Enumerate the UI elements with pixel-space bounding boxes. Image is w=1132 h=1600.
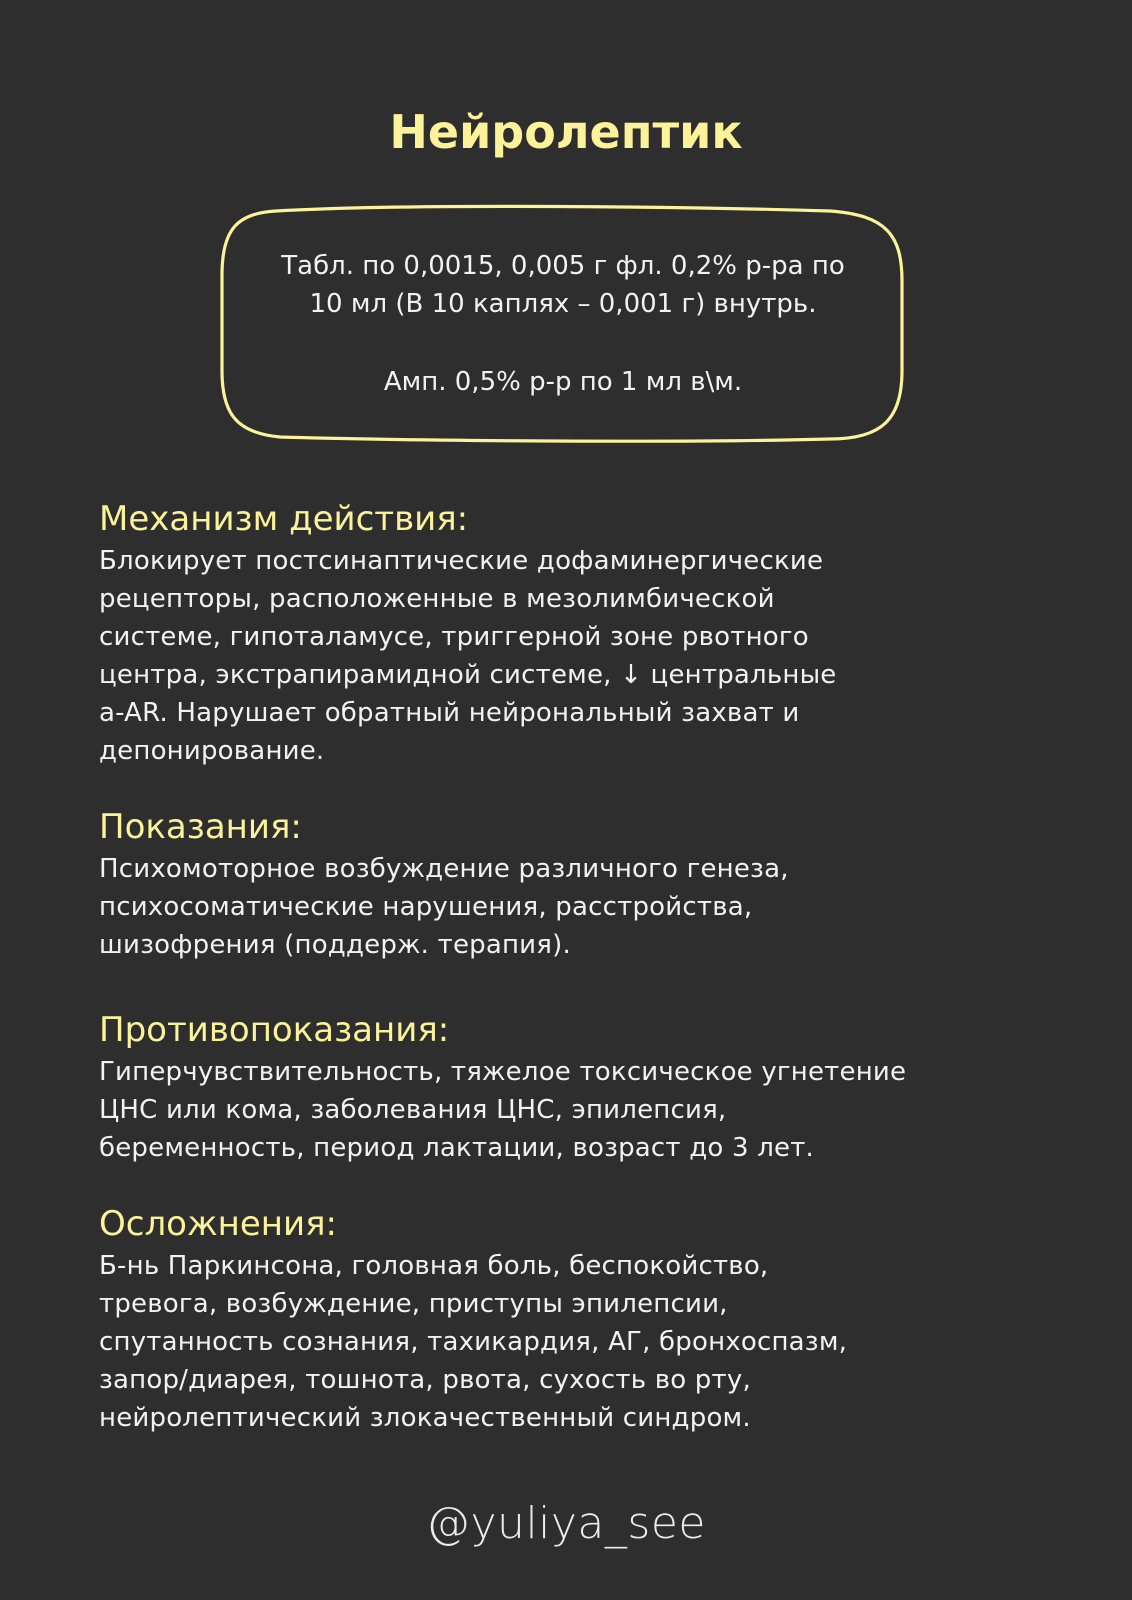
section-heading-indications: Показания:: [99, 807, 302, 847]
section-heading-contraindications: Противопоказания:: [99, 1010, 450, 1050]
hand-drawn-frame: [218, 203, 908, 444]
dosage-tablets-text: Табл. по 0,0015, 0,005 г фл. 0,2% р-ра по 10 мл (В 10 каплях – 0,001 г) внутрь.: [281, 251, 845, 319]
section-indications: [99, 804, 1059, 964]
page-title: Нейролептик: [389, 105, 743, 159]
section-text-indications: Психомоторное возбуждение различного генеза, психосоматические нарушения, расстройства, шизофрения (поддерж. терапия).: [99, 854, 789, 960]
dosage-ampoule-text: Амп. 0,5% р-р по 1 мл в\м.: [383, 367, 743, 397]
author-signature: @yuliya_see: [426, 1498, 706, 1549]
section-text-contraindications: Гиперчувствительность, тяжелое токсическое угнетение ЦНС или кома, заболевания ЦНС, эпилепсия, беременность, период лактации, возраст до 3 лет.: [99, 1057, 907, 1163]
section-heading-mechanism: Механизм действия:: [99, 499, 469, 539]
dosage-box: [218, 203, 908, 444]
section-text-complications: Б-нь Паркинсона, головная боль, беспокойство, тревога, возбуждение, приступы эпилепсии, спутанность сознания, тахикардия, АГ, бронхоспазм, запор/диарея, тошнота, рвота, сухость во рту, нейролептический злокачественный синдром.: [99, 1251, 848, 1433]
section-complications: [99, 1201, 1059, 1437]
section-contraindications: [99, 1007, 1059, 1167]
section-heading-complications: Осложнения:: [99, 1204, 337, 1244]
section-mechanism: [99, 496, 1059, 770]
section-text-mechanism: Блокирует постсинаптические дофаминергические рецепторы, расположенные в мезолимбической системе, гипоталамусе, триггерной зоне рвотного центра, экстрапирамидной системе, ↓ центральные a-AR. Нарушает обратный нейрональный захват и депонирование.: [99, 546, 837, 766]
